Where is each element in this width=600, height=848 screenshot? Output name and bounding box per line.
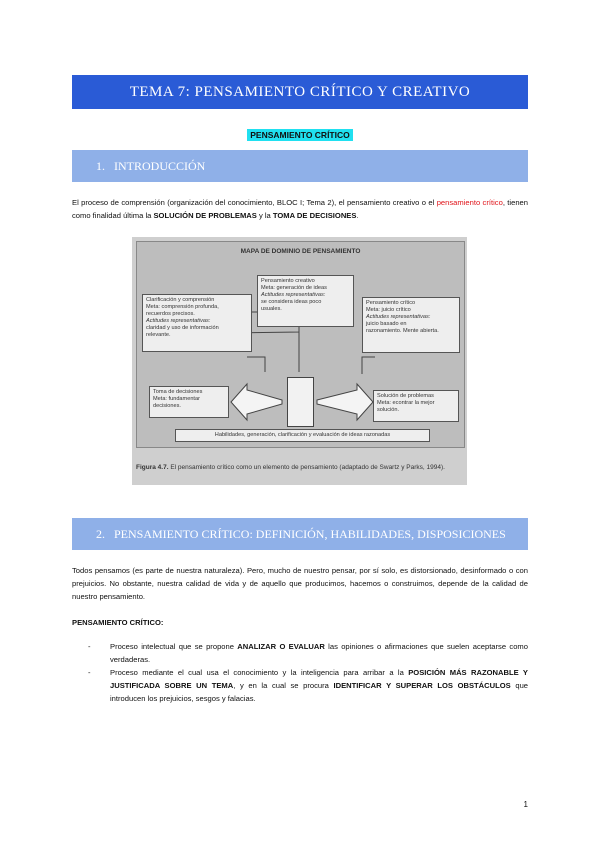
- problem-l3: solución.: [377, 407, 400, 413]
- bullet-1-a: Proceso intelectual que se propone: [110, 642, 238, 651]
- critical-goal: Meta: juicio crítico: [366, 307, 411, 313]
- section-1-number: 1.: [96, 159, 105, 173]
- center-box: [287, 377, 314, 427]
- bullet-1-bold: ANALIZAR O EVALUAR: [237, 642, 325, 651]
- clarification-l5: claridad y uso de información: [146, 325, 219, 331]
- box-critical-thinking: [362, 297, 460, 353]
- bullet-list: [88, 640, 528, 705]
- box-creative-thinking: [257, 275, 354, 327]
- creative-attitudes: Actitudes representativas:: [261, 292, 326, 298]
- bullet-dash: -: [88, 668, 91, 677]
- paragraph-2: Todos pensamos (es parte de nuestra naturaleza). Pero, mucho de nuestro pensar, por sí solo, es distorsionado, desinformado o con prejuicios. No obstante, nuestra calidad de vida y de aquello que producimos, hacemos o construimos, depende de la calidad de nuestro pensamiento.: [72, 566, 528, 601]
- section-heading: PENSAMIENTO CRÍTICO:: [72, 618, 164, 627]
- intro-red-term: pensamiento crítico: [436, 198, 503, 207]
- critical-l4: juicio basado en: [366, 321, 407, 327]
- clarification-goal: Meta: comprensión profunda,: [146, 304, 219, 310]
- box-problem-solving: [373, 390, 459, 422]
- box-bottom-skills: Habilidades, generación, clarificación y evaluación de ideas razonadas: [175, 429, 430, 442]
- arrow-from-critical: [362, 357, 375, 374]
- decision-title: Toma de decisiones: [153, 389, 203, 395]
- caption-text: El pensamiento crítico como un elemento de pensamiento (adaptado de Swartz y Parks, 1994).: [168, 464, 445, 471]
- arrow-right-icon: [317, 384, 373, 420]
- bullet-1-b: las opiniones o afirmaciones que suelen aceptarse como verdaderas.: [110, 642, 528, 664]
- intro-text-c: y la: [256, 211, 273, 220]
- critical-l5: razonamiento. Mente abierta.: [366, 328, 439, 334]
- intro-bold-1: SOLUCIÓN DE PROBLEMAS: [153, 211, 257, 220]
- critical-title: Pensamiento crítico: [366, 300, 416, 306]
- decision-goal: Meta: fundamentar: [153, 396, 200, 402]
- caption-label: Figura 4.7.: [136, 464, 169, 471]
- list-item: [88, 640, 528, 666]
- box-clarification: [142, 294, 252, 352]
- bullet-2-c: que introducen los prejuicios, sesgos y falacias.: [110, 681, 529, 703]
- figure-diagram: [136, 241, 465, 448]
- section-1-header: [72, 150, 528, 182]
- arrow-left-icon: [231, 384, 282, 420]
- list-item: [88, 666, 528, 705]
- creative-title: Pensamiento creativo: [261, 278, 315, 284]
- problem-goal: Meta: econtrar la mejor: [377, 400, 435, 406]
- section-2-header: [72, 518, 528, 550]
- bullet-2-bold-1: POSICIÓN MÁS RAZONABLE Y JUSTIFICADA SOBRE UN TEMA: [110, 668, 528, 690]
- page-number: 1: [523, 800, 528, 809]
- section-2-label: PENSAMIENTO CRÍTICO: DEFINICIÓN, HABILIDADES, DISPOSICIONES: [114, 527, 506, 541]
- bullet-2-bold-2: IDENTIFICAR Y SUPERAR LOS OBSTÁCULOS: [333, 681, 511, 690]
- thinking-map-figure: [132, 237, 467, 485]
- problem-title: Solución de problemas: [377, 393, 434, 399]
- figure-title: MAPA DE DOMINIO DE PENSAMIENTO: [240, 248, 361, 255]
- bullet-2-b: , y en la cual se procura: [233, 681, 334, 690]
- creative-goal: Meta: generación de ideas: [261, 285, 327, 291]
- box-decision-making: [149, 386, 229, 418]
- clarification-title: Clarificación y comprensión: [146, 297, 215, 303]
- section-2-number: 2.: [96, 527, 105, 541]
- creative-l5: usuales.: [261, 306, 282, 312]
- intro-bold-2: TOMA DE DECISIONES: [272, 211, 357, 220]
- decision-l3: decisiones.: [153, 403, 181, 409]
- section-1-label: INTRODUCCIÓN: [114, 159, 206, 173]
- subtitle-highlight: PENSAMIENTO CRÍTICO: [247, 129, 353, 141]
- bullet-dash: -: [88, 642, 91, 651]
- document-title: TEMA 7: PENSAMIENTO CRÍTICO Y CREATIVO: [72, 75, 528, 109]
- arrow-from-creative: [247, 357, 265, 372]
- clarification-attitudes: Actitudes representativas:: [146, 318, 211, 324]
- bullet-2-a: Proceso mediante el cual usa el conocimiento y la inteligencia para arribar a la: [110, 668, 409, 677]
- intro-text-d: .: [356, 211, 359, 220]
- creative-l4: se considera ideas poco: [261, 299, 322, 305]
- critical-attitudes: Actitudes representativas:: [366, 314, 431, 320]
- clarification-l3: recuerdos precisos.: [146, 311, 195, 317]
- figure-caption: [136, 463, 463, 473]
- intro-text-a: El proceso de comprensión (organización del conocimiento, BLOC I; Tema 2), el pensamiento creativo o el: [72, 198, 437, 207]
- clarification-l6: relevante.: [146, 332, 171, 338]
- subtitle: [0, 125, 600, 143]
- intro-text-b: , tienen como finalidad última la: [72, 198, 528, 220]
- intro-paragraph: [72, 196, 528, 222]
